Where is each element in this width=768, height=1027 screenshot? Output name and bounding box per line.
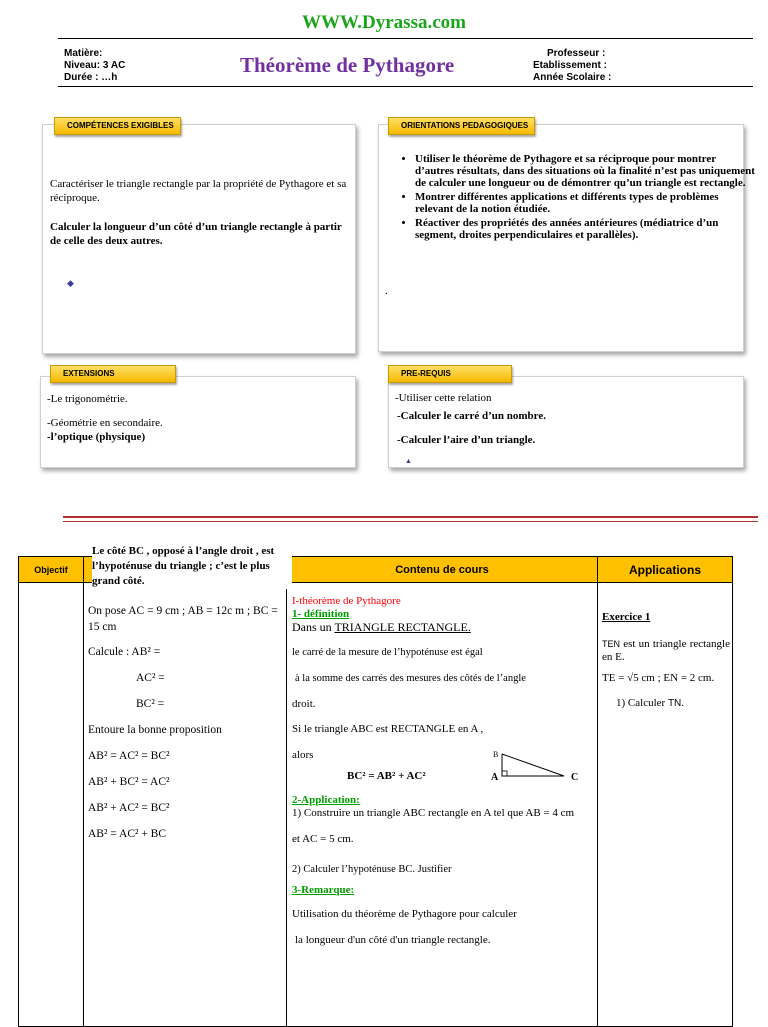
remarque-line: Utilisation du théorème de Pythagore pour calculer bbox=[292, 908, 517, 920]
contenu-cell bbox=[287, 583, 598, 1027]
objectif-cell bbox=[19, 583, 84, 1027]
niveau-label: Niveau: 3 AC bbox=[64, 60, 126, 71]
etablissement-label: Etablissement : bbox=[533, 60, 607, 71]
header-bottom-rule bbox=[58, 86, 753, 87]
orientations-list bbox=[393, 153, 755, 243]
point-c-label: C bbox=[571, 772, 579, 783]
pose-text: On pose AC = 9 cm ; AB = 12c m ; BC = 15 cm bbox=[88, 605, 278, 633]
header-applications: Applications bbox=[598, 557, 733, 583]
header-top-rule bbox=[58, 38, 753, 39]
tn-label: TN bbox=[667, 698, 682, 709]
exercise-title: Exercice 1 bbox=[602, 611, 651, 623]
extension-line: -Géométrie en secondaire. bbox=[47, 417, 163, 429]
competences-text-2: Calculer la longueur d’un côté d’un triangle rectangle à partir de celle des deux autres. bbox=[50, 221, 342, 247]
professeur-label: Professeur : bbox=[547, 48, 606, 59]
prerequis-box bbox=[388, 376, 744, 468]
contenu-content bbox=[292, 595, 594, 947]
proposition[interactable]: AB² = AC² = BC² bbox=[88, 750, 170, 762]
matiere-label: Matière: bbox=[64, 48, 103, 59]
header-left bbox=[64, 48, 125, 84]
diamond-icon: ▲ bbox=[405, 457, 412, 465]
triangle-figure bbox=[488, 750, 588, 786]
activity-content bbox=[88, 603, 284, 842]
competences-box bbox=[42, 124, 356, 354]
header-right bbox=[533, 48, 611, 84]
remarque-line: la longueur d'un côté d'un triangle rectangle. bbox=[295, 934, 491, 946]
pythagore-formula: BC² = AB² + AC² bbox=[347, 770, 426, 782]
si-text: Si le triangle ABC est RECTANGLE en A , bbox=[292, 723, 484, 735]
separator-rule bbox=[63, 521, 758, 522]
extensions-box bbox=[40, 376, 356, 468]
question-end: . bbox=[681, 697, 685, 709]
point-b-label: B bbox=[493, 750, 499, 759]
prerequis-line: -Calculer l’aire d’un triangle. bbox=[397, 434, 536, 446]
prerequis-line: -Calculer le carré d’un nombre. bbox=[397, 410, 546, 422]
lesson-table bbox=[18, 556, 733, 1027]
prerequis-line: -Utiliser cette relation bbox=[395, 392, 492, 404]
entoure-text: Entoure la bonne proposition bbox=[88, 724, 222, 736]
definition-line: le carré de la mesure de l’hypoténuse est égal bbox=[292, 647, 483, 658]
application-1: 1) Construire un triangle ABC rectangle en A tel que AB = 4 cm bbox=[292, 807, 575, 819]
dans-text: Dans un bbox=[292, 620, 332, 634]
ten-label: TEN bbox=[602, 639, 620, 649]
extensions-tag: EXTENSIONS bbox=[50, 365, 176, 383]
duree-label: Durée : …h bbox=[64, 72, 118, 83]
orientation-item: • Utiliser le théorème de Pythagore et sa réciproque pour montrer d’autres résultats, dans des situations où la finalité n’est pas uniquement de calculer une longueur ou de démontrer qu’un triangle est rectangle. bbox=[415, 153, 755, 189]
application-1-cont: et AC = 5 cm. bbox=[292, 833, 354, 845]
prerequis-tag: PRE-REQUIS bbox=[388, 365, 512, 383]
point-a-label: A bbox=[491, 772, 499, 783]
definition-line: droit. bbox=[292, 698, 316, 710]
ac-text: AC² = bbox=[136, 672, 165, 684]
triangle-rectangle-text: TRIANGLE RECTANGLE. bbox=[334, 620, 471, 634]
question-1: 1) Calculer bbox=[616, 697, 666, 709]
proposition[interactable]: AB² + AC² = BC² bbox=[88, 802, 170, 814]
applications-content bbox=[602, 611, 730, 710]
header-contenu: Contenu de cours bbox=[287, 557, 598, 583]
diamond-icon: ◆ bbox=[67, 278, 74, 288]
subsection-title: 1- définition bbox=[292, 608, 350, 620]
competences-text-1: Caractériser le triangle rectangle par la propriété de Pythagore et sa réciproque. bbox=[50, 178, 347, 204]
section-title: I-théorème de Pythagore bbox=[292, 595, 401, 607]
orientations-tag: ORIENTATIONS PEDAGOGIQUES bbox=[388, 117, 535, 135]
subsection-title: 3-Remarque: bbox=[292, 884, 355, 896]
orientation-item: • Montrer différentes applications et différents types de problèmes relevant de la notion étudiée. bbox=[415, 191, 755, 215]
exercise-data: TE = √5 cm ; EN = 2 cm. bbox=[602, 672, 715, 684]
orientations-box bbox=[378, 124, 755, 352]
bc-text: BC² = bbox=[136, 698, 165, 710]
orientation-item: • Réactiver des propriétés des années antérieures (médiatrice d’un segment, droites perpendiculaires et parallèles). bbox=[415, 217, 755, 241]
page-title: Théorème de Pythagore bbox=[240, 53, 455, 77]
extension-line: -Le trigonométrie. bbox=[47, 393, 128, 405]
annee-label: Année Scolaire : bbox=[533, 72, 612, 83]
applications-cell bbox=[598, 583, 733, 1027]
subsection-title: 2-Application: bbox=[292, 794, 360, 806]
orientation-dot: . bbox=[385, 285, 388, 297]
header-objectif: Objectif bbox=[19, 557, 84, 583]
competences-tag: COMPÉTENCES EXIGIBLES bbox=[54, 117, 181, 135]
hypotenuse-note: Le côté BC , opposé à l’angle droit , est l’hypoténuse du triangle ; c’est le plus grand côté. bbox=[92, 544, 292, 589]
separator-rule bbox=[63, 516, 758, 518]
proposition[interactable]: AB² + BC² = AC² bbox=[88, 776, 170, 788]
extension-line: -l’optique (physique) bbox=[47, 431, 146, 443]
calcule-text: Calcule : AB² = bbox=[88, 646, 161, 658]
application-2: 2) Calculer l’hypoténuse BC. Justifier bbox=[292, 864, 452, 875]
alors-text: alors bbox=[292, 749, 314, 761]
activity-cell bbox=[84, 583, 287, 1027]
site-url[interactable]: WWW.Dyrassa.com bbox=[302, 12, 466, 33]
proposition[interactable]: AB² = AC² + BC bbox=[88, 828, 167, 840]
definition-line: à la somme des carrés des mesures des côtés de l’angle bbox=[295, 673, 526, 684]
exercise-statement: est un triangle rectangle en E. bbox=[602, 638, 730, 663]
